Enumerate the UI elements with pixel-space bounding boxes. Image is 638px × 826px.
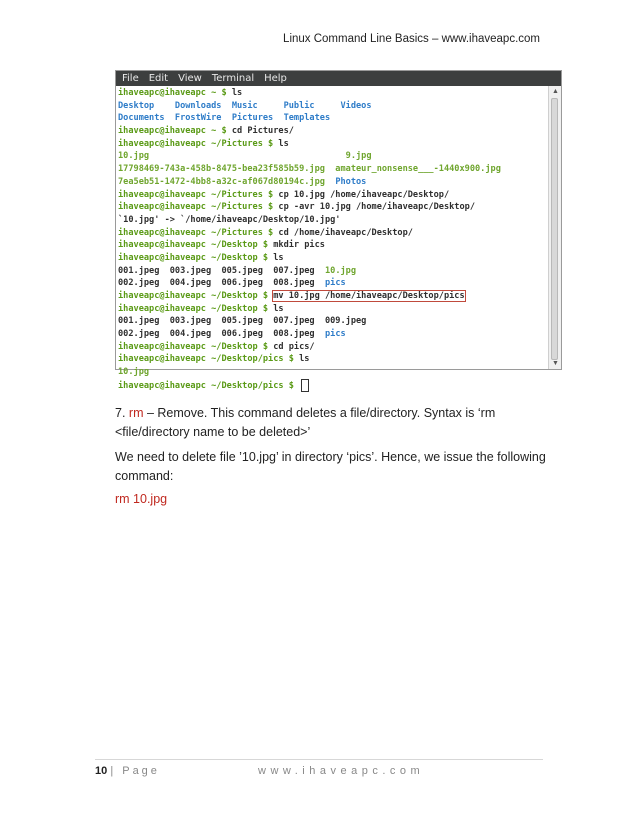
terminal-line (118, 150, 549, 163)
menu-item-terminal[interactable]: Terminal (211, 73, 255, 84)
terminal-line (118, 379, 549, 392)
terminal-text: 002.jpeg 004.jpeg 006.jpeg 008.jpeg (118, 329, 325, 340)
terminal-text: pics (324, 329, 346, 340)
terminal-text: ls (299, 354, 310, 365)
terminal-line (118, 265, 549, 278)
terminal-cursor (301, 379, 309, 392)
terminal-text: 10.jpg (324, 265, 357, 276)
shell-prompt: ihaveapc@ihaveapc ~/Desktop $ (118, 341, 274, 352)
terminal-text: 17798469-743a-458b-8475-bea23f585b59.jpg amateur_nonsense___-1440x900.jpg (118, 164, 501, 175)
terminal-line (118, 87, 549, 100)
terminal-line (118, 176, 549, 189)
scroll-down-arrow-icon: ▼ (552, 360, 559, 367)
terminal-line (118, 138, 549, 151)
terminal-output (116, 86, 549, 391)
shell-prompt: ihaveapc@ihaveapc ~/Pictures $ (118, 189, 279, 200)
footer-divider (95, 759, 543, 760)
shell-prompt: ihaveapc@ihaveapc ~ $ (118, 88, 232, 98)
list-number: 7. (115, 406, 129, 420)
command-name: rm (128, 406, 144, 420)
terminal-text: `10.jpg' -> `/home/ihaveapc/Desktop/10.jpg' (118, 214, 341, 225)
terminal-line (118, 353, 549, 366)
terminal-text: ls (278, 138, 289, 149)
menu-item-view[interactable]: View (178, 73, 202, 84)
terminal-text: cd Pictures/ (231, 126, 294, 137)
terminal-line (118, 341, 549, 354)
terminal-text: Documents FrostWire Pictures Templates (118, 113, 331, 124)
terminal-line (118, 227, 549, 240)
menu-item-file[interactable]: File (122, 73, 139, 84)
terminal-text: 001.jpeg 003.jpeg 005.jpeg 007.jpeg 009.jpeg (118, 316, 367, 327)
command-example: rm 10.jpg (115, 492, 168, 506)
terminal-text: ls (273, 303, 284, 314)
terminal-text: cp -avr 10.jpg /home/ihaveapc/Desktop/ (278, 202, 475, 213)
terminal-text: ls (273, 252, 284, 263)
page-number: 10 (95, 765, 108, 777)
shell-prompt: ihaveapc@ihaveapc ~/Desktop $ (118, 291, 274, 301)
terminal-text: 001.jpeg 003.jpeg 005.jpeg 007.jpeg (118, 265, 325, 276)
shell-prompt: ihaveapc@ihaveapc ~/Desktop/pics $ (118, 380, 300, 391)
terminal-line (118, 125, 549, 138)
terminal-text: 9.jpg (345, 151, 372, 162)
command-description: – Remove. This command deletes a file/directory. Syntax is ‘rm <file/directory name to be deleted>’ (115, 406, 496, 439)
menu-item-edit[interactable]: Edit (148, 73, 169, 84)
footer-page (95, 765, 160, 777)
terminal-line (118, 112, 549, 125)
shell-prompt: ihaveapc@ihaveapc ~/Pictures $ (118, 138, 279, 149)
terminal-line (118, 315, 549, 328)
terminal-text: 10.jpg (118, 151, 346, 162)
terminal-text: 7ea5eb51-1472-4bb8-a32c-af067d80194c.jpg (118, 176, 336, 187)
terminal-menubar (116, 71, 561, 86)
terminal-text: cd pics/ (273, 341, 315, 352)
shell-prompt: ihaveapc@ihaveapc ~ $ (118, 126, 232, 137)
paragraph-instruction: We need to delete file ’10.jpg’ in directory ‘pics’. Hence, we issue the following command: (115, 450, 546, 483)
terminal-screenshot (115, 70, 562, 391)
terminal-text: Photos (335, 176, 367, 187)
terminal-line (118, 328, 549, 341)
terminal-line (118, 252, 549, 265)
footer-site: www.ihaveapc.com (258, 765, 425, 777)
terminal-line (118, 214, 549, 227)
scroll-thumb (551, 98, 558, 360)
shell-prompt: ihaveapc@ihaveapc ~/Desktop $ (118, 240, 274, 251)
shell-prompt: ihaveapc@ihaveapc ~/Desktop $ (118, 252, 274, 263)
terminal-line (118, 163, 549, 176)
terminal-line (118, 277, 549, 290)
shell-prompt: ihaveapc@ihaveapc ~/Desktop/pics $ (118, 354, 300, 365)
terminal-line (118, 366, 549, 379)
terminal-line (118, 290, 549, 303)
terminal-text: mkdir pics (273, 240, 325, 251)
terminal-text: mv 10.jpg /home/ihaveapc/Desktop/pics (273, 291, 465, 301)
terminal-line (118, 201, 549, 214)
scroll-up-arrow-icon: ▲ (552, 88, 559, 95)
terminal-text: ls (231, 88, 243, 98)
paragraph-rm-description (115, 404, 555, 442)
shell-prompt: ihaveapc@ihaveapc ~/Pictures $ (118, 202, 279, 213)
terminal-line (118, 100, 549, 113)
terminal-text: pics (324, 278, 346, 289)
terminal-line (118, 189, 549, 202)
terminal-scrollbar (548, 86, 561, 369)
terminal-text: 002.jpeg 004.jpeg 006.jpeg 008.jpeg (118, 278, 325, 289)
shell-prompt: ihaveapc@ihaveapc ~/Desktop $ (118, 303, 274, 314)
page-header: Linux Command Line Basics – www.ihaveapc.com (283, 33, 540, 45)
menu-item-help[interactable]: Help (264, 73, 287, 84)
terminal-line (118, 303, 549, 316)
terminal-text: cp 10.jpg /home/ihaveapc/Desktop/ (278, 189, 450, 200)
shell-prompt: ihaveapc@ihaveapc ~/Pictures $ (118, 227, 279, 238)
terminal-text: Desktop Downloads Music Public Videos (118, 100, 372, 111)
terminal-line (118, 239, 549, 252)
terminal-text: 10.jpg (118, 367, 150, 378)
page-label: | Page (110, 765, 160, 777)
terminal-text: cd /home/ihaveapc/Desktop/ (278, 227, 413, 238)
